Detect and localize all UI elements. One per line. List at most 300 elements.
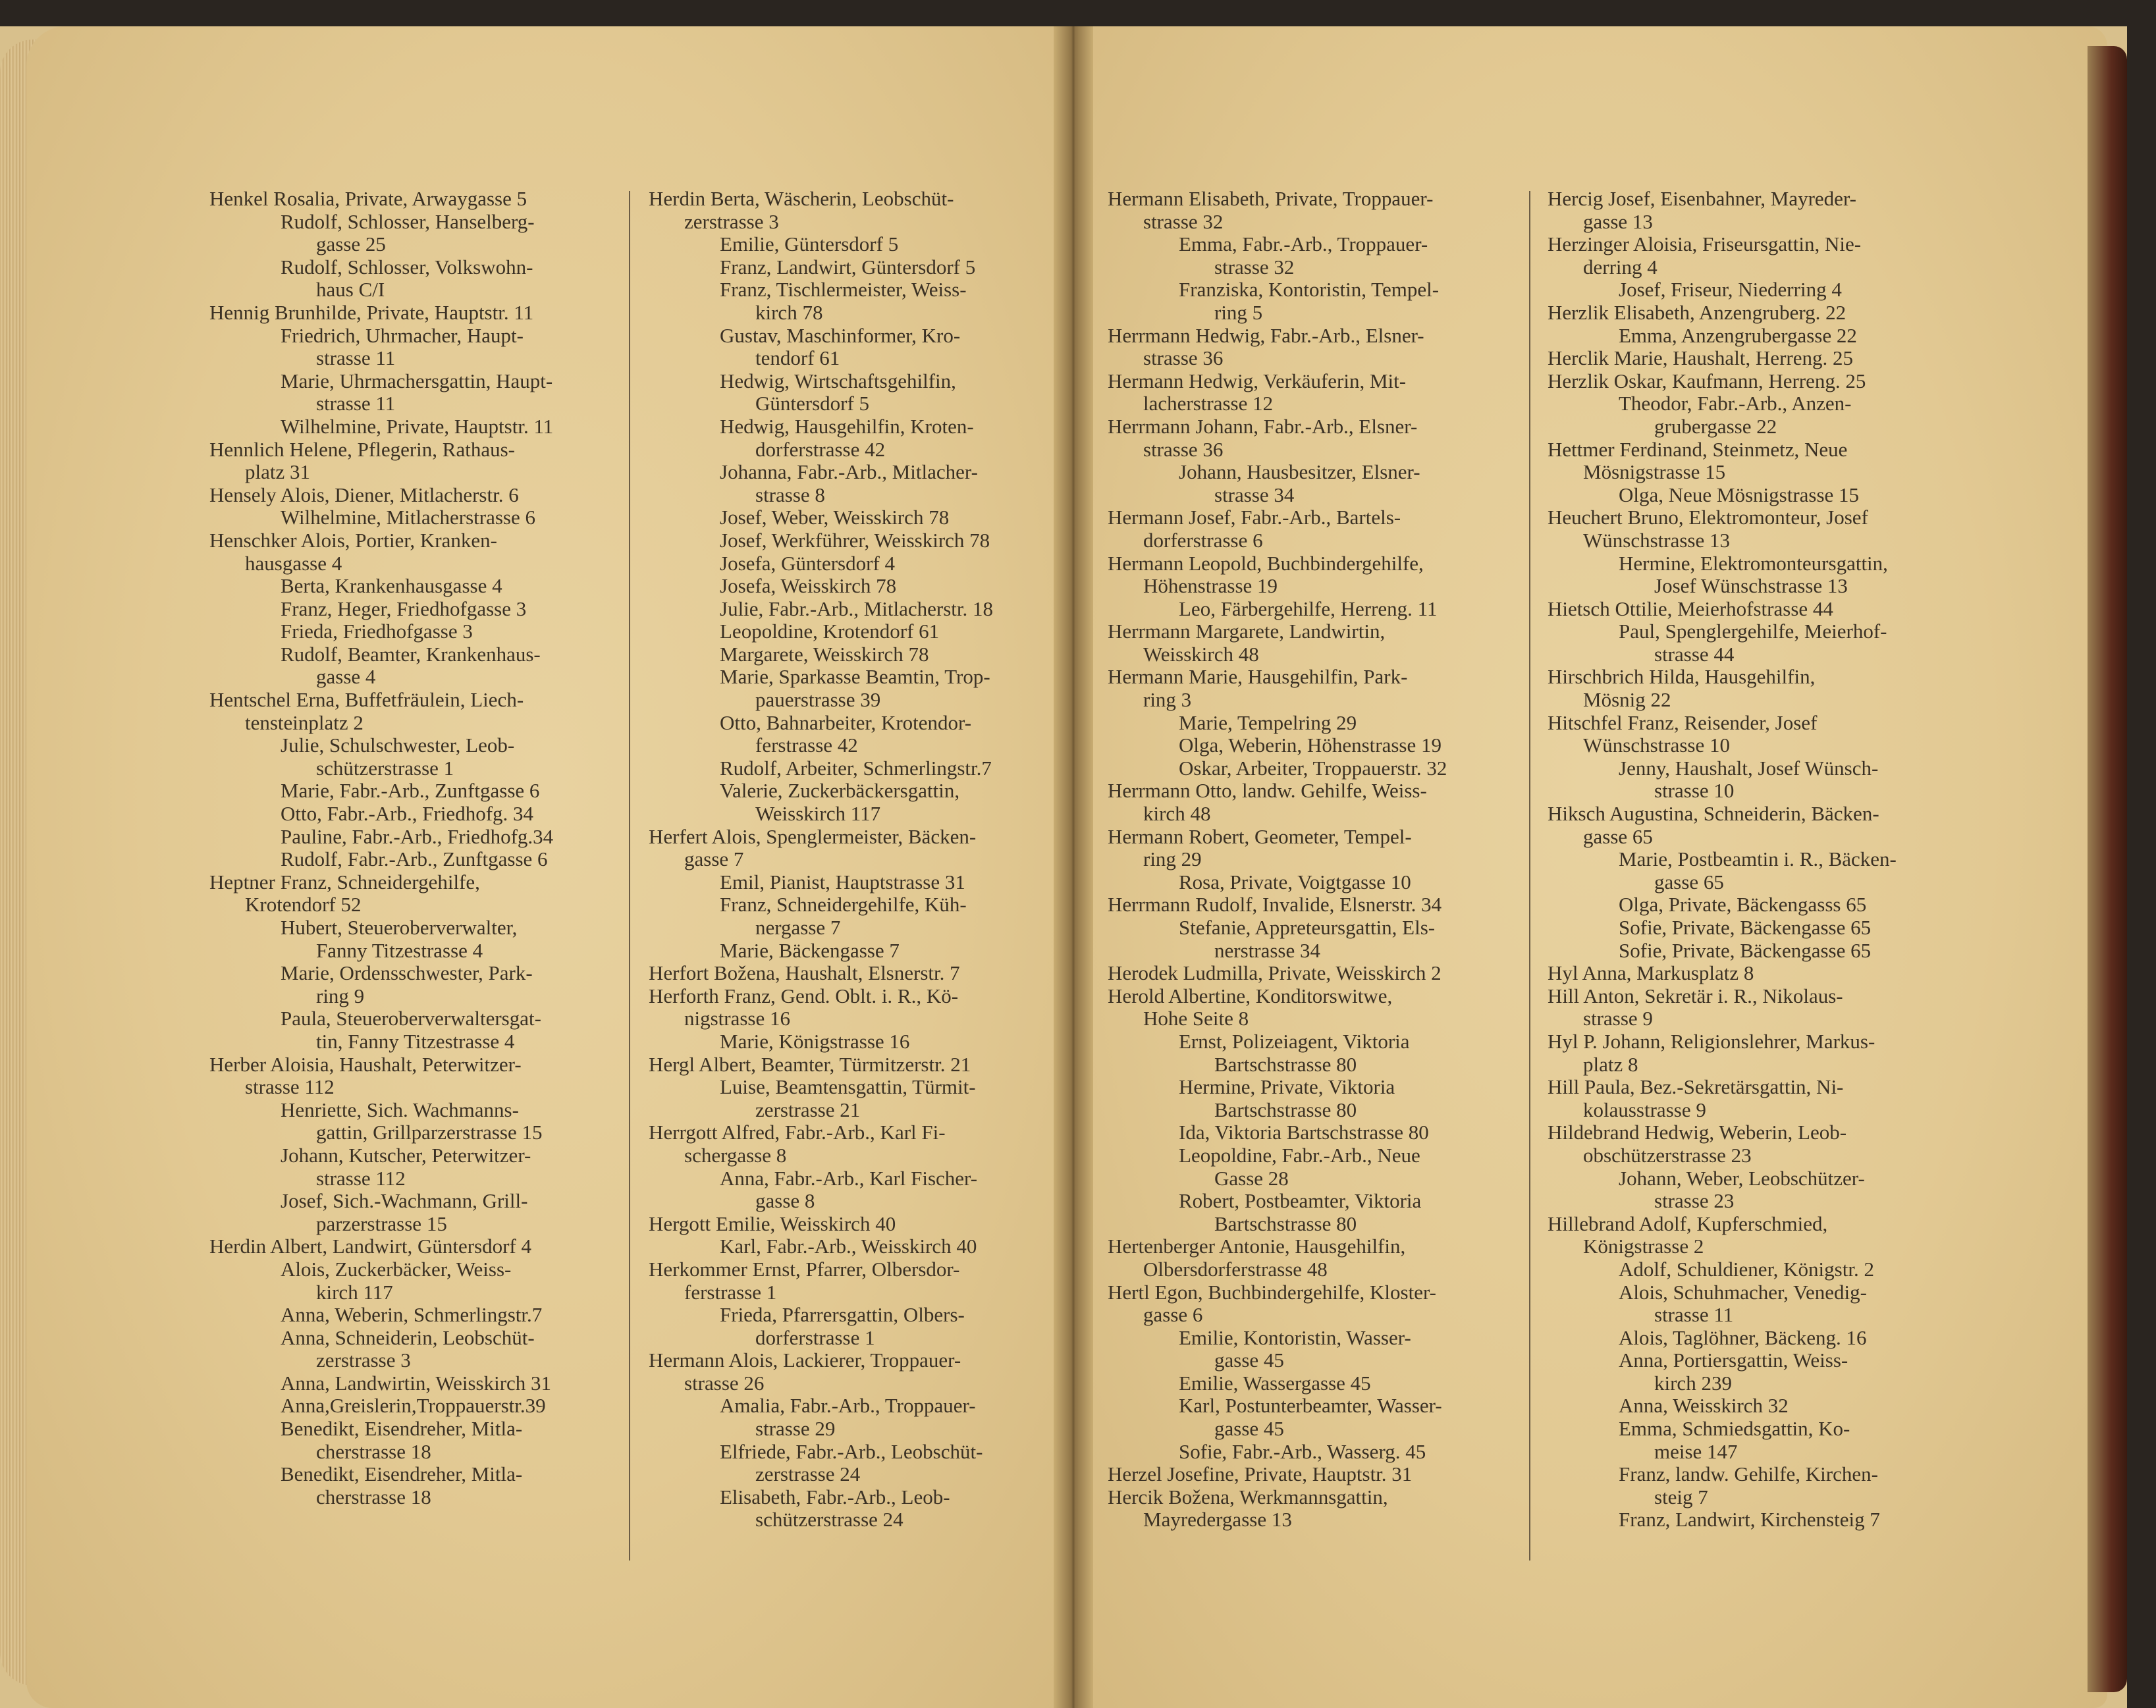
directory-entry xyxy=(1548,188,1962,233)
entry-line: Anna, Weisskirch 32 xyxy=(1619,1394,1789,1418)
directory-subentry xyxy=(209,620,624,643)
entry-line: Hermine, Private, Viktoria xyxy=(1179,1075,1395,1099)
directory-entry xyxy=(1548,347,1962,370)
directory-subentry xyxy=(649,1030,1064,1054)
entry-line: Jenny, Haushalt, Josef Wünsch- xyxy=(1619,756,1879,780)
entry-line: Theodor, Fabr.-Arb., Anzen- xyxy=(1619,392,1852,415)
entry-line: Güntersdorf 5 xyxy=(755,392,870,415)
entry-line: haus C/I xyxy=(316,278,385,302)
entry-line: Höhenstrasse 19 xyxy=(1143,574,1278,598)
directory-entry xyxy=(1548,302,1962,325)
entry-line: Anna, Landwirtin, Weisskirch 31 xyxy=(281,1371,552,1395)
directory-entry xyxy=(209,188,624,211)
directory-subentry xyxy=(649,1395,1064,1440)
directory-entry xyxy=(209,439,624,484)
entry-line: gasse 13 xyxy=(1583,209,1653,233)
directory-entry xyxy=(1548,666,1962,711)
directory-entry xyxy=(1548,1121,1962,1167)
entry-line: Sofie, Fabr.-Arb., Wasserg. 45 xyxy=(1179,1439,1426,1463)
entry-line: Wilhelmine, Private, Hauptstr. 11 xyxy=(281,414,554,438)
directory-subentry xyxy=(209,1395,624,1418)
entry-line: Herzlik Oskar, Kaufmann, Herreng. 25 xyxy=(1548,369,1866,392)
entry-line: Rosa, Private, Voigtgasse 10 xyxy=(1179,870,1411,894)
entry-line: ferstrasse 42 xyxy=(755,734,858,757)
entry-line: Hennig Brunhilde, Private, Hauptstr. 11 xyxy=(209,300,534,324)
directory-subentry xyxy=(649,325,1064,370)
entry-line: Friedrich, Uhrmacher, Haupt- xyxy=(281,323,524,347)
directory-entry xyxy=(209,529,624,575)
entry-line: Weisskirch 117 xyxy=(755,802,881,826)
entry-line: Alois, Zuckerbäcker, Weiss- xyxy=(281,1257,512,1281)
directory-subentry xyxy=(649,940,1064,963)
entry-line: cherstrasse 18 xyxy=(316,1439,431,1463)
entry-line: Josef, Weber, Weisskirch 78 xyxy=(720,506,950,529)
entry-line: Herfert Alois, Spenglermeister, Bäcken- xyxy=(649,824,977,848)
entry-line: Anna, Fabr.-Arb., Karl Fischer- xyxy=(720,1166,978,1190)
directory-subentry xyxy=(209,1099,624,1144)
entry-line: Gustav, Maschinformer, Kro- xyxy=(720,323,961,347)
entry-line: Henschker Alois, Portier, Kranken- xyxy=(209,528,497,552)
entry-line: strasse 9 xyxy=(1583,1007,1653,1030)
entry-line: strasse 29 xyxy=(755,1417,836,1441)
directory-entry xyxy=(1108,826,1516,871)
directory-subentry xyxy=(209,1372,624,1395)
directory-subentry xyxy=(1548,1281,1962,1327)
directory-subentry xyxy=(209,370,624,415)
directory-entry xyxy=(1108,1281,1516,1327)
entry-line: Herzlik Elisabeth, Anzengruberg. 22 xyxy=(1548,300,1846,324)
entry-line: Emma, Schmiedsgattin, Ko- xyxy=(1619,1417,1850,1441)
entry-line: tin, Fanny Titzestrasse 4 xyxy=(316,1029,515,1053)
entry-line: kolausstrasse 9 xyxy=(1583,1098,1706,1121)
directory-subentry xyxy=(1548,1327,1962,1350)
entry-line: Josef, Sich.-Wachmann, Grill- xyxy=(281,1189,528,1213)
entry-line: zerstrasse 21 xyxy=(755,1098,861,1121)
entry-line: strasse 32 xyxy=(1143,209,1224,233)
entry-line: strasse 11 xyxy=(316,346,396,370)
directory-column-1 xyxy=(209,188,624,1508)
directory-subentry xyxy=(1548,620,1962,666)
entry-line: Otto, Fabr.-Arb., Friedhofg. 34 xyxy=(281,802,534,826)
entry-line: kirch 117 xyxy=(316,1280,393,1304)
entry-line: Stefanie, Appreteursgattin, Els- xyxy=(1179,916,1436,939)
directory-subentry xyxy=(209,962,624,1007)
directory-entry xyxy=(649,188,1064,233)
directory-subentry xyxy=(1108,1030,1516,1076)
directory-subentry xyxy=(209,734,624,780)
directory-subentry xyxy=(1548,1418,1962,1463)
directory-subentry xyxy=(1108,1121,1516,1144)
directory-subentry xyxy=(649,871,1064,894)
directory-subentry xyxy=(1108,1395,1516,1440)
entry-line: Julie, Fabr.-Arb., Mitlacherstr. 18 xyxy=(720,597,993,620)
directory-subentry xyxy=(1108,1144,1516,1190)
entry-line: Rudolf, Fabr.-Arb., Zunftgasse 6 xyxy=(281,847,548,871)
directory-subentry xyxy=(209,826,624,849)
entry-line: Hermann Josef, Fabr.-Arb., Bartels- xyxy=(1108,506,1401,529)
directory-subentry xyxy=(1548,325,1962,348)
directory-entry xyxy=(1548,439,1962,484)
entry-line: Franz, landw. Gehilfe, Kirchen- xyxy=(1619,1462,1878,1486)
entry-line: Berta, Krankenhausgasse 4 xyxy=(281,574,502,598)
entry-line: strasse 112 xyxy=(245,1075,335,1099)
entry-line: dorferstrasse 6 xyxy=(1143,528,1263,552)
directory-entry xyxy=(1548,233,1962,279)
entry-line: grubergasse 22 xyxy=(1654,414,1777,438)
entry-line: nigstrasse 16 xyxy=(684,1007,791,1030)
entry-line: Franz, Tischlermeister, Weiss- xyxy=(720,278,967,302)
entry-line: Marie, Postbeamtin i. R., Bäcken- xyxy=(1619,847,1897,871)
entry-line: Heuchert Bruno, Elektromonteur, Josef xyxy=(1548,506,1868,529)
entry-line: Anna,Greislerin,Troppauerstr.39 xyxy=(281,1394,546,1418)
directory-entry xyxy=(209,1054,624,1099)
entry-line: Hiksch Augustina, Schneiderin, Bäcken- xyxy=(1548,802,1879,826)
directory-subentry xyxy=(1548,279,1962,302)
entry-line: Otto, Bahnarbeiter, Krotendor- xyxy=(720,710,972,734)
entry-line: gasse 25 xyxy=(316,232,386,256)
entry-line: cherstrasse 18 xyxy=(316,1485,431,1508)
directory-subentry xyxy=(1108,917,1516,962)
entry-line: Franz, Schneidergehilfe, Küh- xyxy=(720,893,967,917)
entry-line: Herodek Ludmilla, Private, Weisskirch 2 xyxy=(1108,961,1442,985)
entry-line: Johann, Weber, Leobschützer- xyxy=(1619,1166,1865,1190)
entry-line: Hermann Hedwig, Verkäuferin, Mit- xyxy=(1108,369,1407,392)
directory-subentry xyxy=(649,894,1064,939)
directory-subentry xyxy=(1108,279,1516,324)
directory-entry xyxy=(1108,1463,1516,1486)
directory-entry xyxy=(1108,780,1516,825)
entry-line: Fanny Titzestrasse 4 xyxy=(316,938,483,962)
directory-subentry xyxy=(209,1258,624,1304)
entry-line: Bartschstrasse 80 xyxy=(1214,1212,1357,1235)
entry-line: Rudolf, Schlosser, Hanselberg- xyxy=(281,209,535,233)
directory-entry xyxy=(1548,985,1962,1030)
entry-line: Franz, Landwirt, Kirchensteig 7 xyxy=(1619,1508,1880,1532)
entry-line: Krotendorf 52 xyxy=(245,893,362,917)
directory-subentry xyxy=(209,211,624,256)
entry-line: Emilie, Wassergasse 45 xyxy=(1179,1371,1371,1395)
entry-line: Julie, Schulschwester, Leob- xyxy=(281,734,515,757)
directory-subentry xyxy=(209,1327,624,1372)
entry-line: Weisskirch 48 xyxy=(1143,642,1259,666)
directory-subentry xyxy=(649,1486,1064,1532)
directory-subentry xyxy=(209,1304,624,1327)
entry-line: Marie, Sparkasse Beamtin, Trop- xyxy=(720,665,990,689)
directory-entry xyxy=(1548,1030,1962,1076)
entry-line: Hermann Alois, Lackierer, Troppauer- xyxy=(649,1348,961,1372)
entry-line: Franz, Landwirt, Güntersdorf 5 xyxy=(720,255,976,279)
entry-line: Marie, Tempelring 29 xyxy=(1179,710,1357,734)
entry-line: Hirschbrich Hilda, Hausgehilfin, xyxy=(1548,665,1816,689)
entry-line: Hermann Elisabeth, Private, Troppauer- xyxy=(1108,187,1434,210)
directory-column-2 xyxy=(649,188,1064,1532)
entry-line: Paul, Spenglergehilfe, Meierhof- xyxy=(1619,620,1887,643)
directory-subentry xyxy=(1108,1190,1516,1235)
directory-subentry xyxy=(1548,1167,1962,1213)
entry-line: Sofie, Private, Bäckengasse 65 xyxy=(1619,916,1872,939)
entry-line: kirch 78 xyxy=(755,300,823,324)
entry-line: Heptner Franz, Schneidergehilfe, xyxy=(209,870,480,894)
entry-line: steig 7 xyxy=(1654,1485,1708,1508)
entry-line: Emilie, Kontoristin, Wasser- xyxy=(1179,1325,1411,1349)
entry-line: Hillebrand Adolf, Kupferschmied, xyxy=(1548,1212,1828,1235)
directory-subentry xyxy=(1108,712,1516,735)
directory-subentry xyxy=(1548,894,1962,917)
entry-line: Hercik Božena, Werkmannsgattin, xyxy=(1108,1485,1388,1508)
directory-entry xyxy=(1548,1213,1962,1258)
entry-line: gasse 6 xyxy=(1143,1303,1203,1327)
entry-line: Rudolf, Schlosser, Volkswohn- xyxy=(281,255,533,279)
directory-subentry xyxy=(649,666,1064,711)
entry-line: Hertenberger Antonie, Hausgehilfin, xyxy=(1108,1235,1406,1258)
entry-line: obschützerstrasse 23 xyxy=(1583,1143,1752,1167)
entry-line: Henkel Rosalia, Private, Arwaygasse 5 xyxy=(209,187,527,210)
entry-line: Ida, Viktoria Bartschstrasse 80 xyxy=(1179,1121,1429,1144)
entry-line: Alois, Schuhmacher, Venedig- xyxy=(1619,1280,1867,1304)
entry-line: strasse 26 xyxy=(684,1371,765,1395)
directory-subentry xyxy=(209,643,624,689)
entry-line: Frieda, Friedhofgasse 3 xyxy=(281,620,473,643)
entry-line: Herdin Berta, Wäscherin, Leobschüt- xyxy=(649,187,954,210)
directory-subentry xyxy=(1108,871,1516,894)
entry-line: Herrmann Hedwig, Fabr.-Arb., Elsner- xyxy=(1108,323,1424,347)
entry-line: Amalia, Fabr.-Arb., Troppauer- xyxy=(720,1394,976,1418)
entry-line: dorferstrasse 42 xyxy=(755,437,886,461)
entry-line: Gasse 28 xyxy=(1214,1166,1289,1190)
directory-entry xyxy=(1548,598,1962,621)
entry-line: Josefa, Weisskirch 78 xyxy=(720,574,897,598)
directory-entry xyxy=(1108,506,1516,552)
entry-line: Sofie, Private, Bäckengasse 65 xyxy=(1619,938,1872,962)
entry-line: Luise, Beamtensgattin, Türmit- xyxy=(720,1075,976,1099)
directory-subentry xyxy=(649,1441,1064,1486)
directory-subentry xyxy=(209,1007,624,1053)
directory-entry xyxy=(649,985,1064,1030)
entry-line: derring 4 xyxy=(1583,255,1657,279)
directory-subentry xyxy=(649,780,1064,825)
entry-line: Herzel Josefine, Private, Hauptstr. 31 xyxy=(1108,1462,1413,1486)
directory-column-3 xyxy=(1108,188,1516,1532)
entry-line: Hill Paula, Bez.-Sekretärsgattin, Ni- xyxy=(1548,1075,1844,1099)
directory-subentry xyxy=(1548,917,1962,940)
entry-line: Herfort Božena, Haushalt, Elsnerstr. 7 xyxy=(649,961,960,985)
directory-entry xyxy=(649,1258,1064,1304)
entry-line: Hermine, Elektromonteursgattin, xyxy=(1619,551,1888,575)
entry-line: Hermann Robert, Geometer, Tempel- xyxy=(1108,824,1412,848)
entry-line: gattin, Grillparzerstrasse 15 xyxy=(316,1121,543,1144)
entry-line: strasse 34 xyxy=(1214,483,1295,506)
entry-line: platz 8 xyxy=(1583,1052,1638,1076)
entry-line: Hergl Albert, Beamter, Türmitzerstr. 21 xyxy=(649,1052,971,1076)
entry-line: Mösnigstrasse 15 xyxy=(1583,460,1726,484)
directory-subentry xyxy=(1548,1508,1962,1532)
directory-column-4 xyxy=(1548,188,1962,1532)
entry-line: schützerstrasse 24 xyxy=(755,1508,903,1532)
entry-line: Anna, Schneiderin, Leobschüt- xyxy=(281,1325,535,1349)
directory-subentry xyxy=(649,1235,1064,1258)
entry-line: zerstrasse 24 xyxy=(755,1462,861,1486)
entry-line: platz 31 xyxy=(245,460,310,484)
directory-subentry xyxy=(649,529,1064,552)
directory-subentry xyxy=(649,712,1064,757)
directory-subentry xyxy=(1108,757,1516,780)
entry-line: Hohe Seite 8 xyxy=(1143,1007,1249,1030)
directory-subentry xyxy=(1548,1463,1962,1508)
entry-line: strasse 8 xyxy=(755,483,825,506)
directory-entry xyxy=(1548,712,1962,757)
entry-line: Josefa, Güntersdorf 4 xyxy=(720,551,896,575)
entry-line: Frieda, Pfarrersgattin, Olbers- xyxy=(720,1303,965,1327)
entry-line: Mösnig 22 xyxy=(1583,688,1671,712)
directory-subentry xyxy=(649,643,1064,666)
entry-line: Herforth Franz, Gend. Oblt. i. R., Kö- xyxy=(649,984,959,1007)
directory-entry xyxy=(1548,370,1962,393)
entry-line: ring 5 xyxy=(1214,300,1263,324)
directory-subentry xyxy=(649,598,1064,621)
directory-entry xyxy=(209,484,624,507)
directory-entry xyxy=(1108,666,1516,711)
entry-line: strasse 11 xyxy=(316,392,396,415)
entry-line: Leo, Färbergehilfe, Herreng. 11 xyxy=(1179,597,1438,620)
entry-line: Herzinger Aloisia, Friseursgattin, Nie- xyxy=(1548,232,1862,256)
directory-entry xyxy=(1108,552,1516,598)
entry-line: schützerstrasse 1 xyxy=(316,756,454,780)
entry-line: Adolf, Schuldiener, Königstr. 2 xyxy=(1619,1257,1874,1281)
entry-line: Emma, Anzengrubergasse 22 xyxy=(1619,323,1857,347)
entry-line: Franziska, Kontoristin, Tempel- xyxy=(1179,278,1440,302)
entry-line: Hensely Alois, Diener, Mitlacherstr. 6 xyxy=(209,483,519,506)
directory-subentry xyxy=(1548,848,1962,894)
directory-subentry xyxy=(209,325,624,370)
directory-entry xyxy=(1108,325,1516,370)
directory-subentry xyxy=(649,757,1064,780)
entry-line: Herkommer Ernst, Pfarrer, Olbersdor- xyxy=(649,1257,960,1281)
directory-subentry xyxy=(209,848,624,871)
entry-line: Olga, Private, Bäckengasss 65 xyxy=(1619,893,1867,917)
entry-line: Herclik Marie, Haushalt, Herreng. 25 xyxy=(1548,346,1853,370)
directory-entry xyxy=(1548,962,1962,985)
entry-line: nerstrasse 34 xyxy=(1214,938,1320,962)
entry-line: Anna, Portiersgattin, Weiss- xyxy=(1619,1348,1848,1372)
directory-entry xyxy=(209,1235,624,1258)
directory-subentry xyxy=(1548,1258,1962,1281)
directory-entry xyxy=(649,962,1064,985)
directory-subentry xyxy=(209,1144,624,1190)
entry-line: Hitschfel Franz, Reisender, Josef xyxy=(1548,710,1818,734)
entry-line: Ernst, Polizeiagent, Viktoria xyxy=(1179,1029,1410,1053)
directory-subentry xyxy=(209,575,624,598)
entry-line: Hyl P. Johann, Religionslehrer, Markus- xyxy=(1548,1029,1875,1053)
column-rule xyxy=(1529,191,1530,1561)
directory-subentry xyxy=(649,552,1064,575)
entry-line: zerstrasse 3 xyxy=(316,1348,411,1372)
directory-subentry xyxy=(649,506,1064,529)
entry-line: strasse 36 xyxy=(1143,346,1224,370)
entry-line: Hedwig, Hausgehilfin, Kroten- xyxy=(720,414,974,438)
directory-subentry xyxy=(1548,552,1962,598)
directory-entry xyxy=(1108,894,1516,917)
entry-line: Hildebrand Hedwig, Weberin, Leob- xyxy=(1548,1121,1847,1144)
directory-entry xyxy=(1108,415,1516,461)
directory-subentry xyxy=(1108,1076,1516,1121)
entry-line: Hertl Egon, Buchbindergehilfe, Kloster- xyxy=(1108,1280,1436,1304)
entry-line: Alois, Taglöhner, Bäckeng. 16 xyxy=(1619,1325,1867,1349)
entry-line: ring 29 xyxy=(1143,847,1202,871)
directory-subentry xyxy=(649,1076,1064,1121)
entry-line: Hill Anton, Sekretär i. R., Nikolaus- xyxy=(1548,984,1843,1007)
entry-line: Josef Wünschstrasse 13 xyxy=(1654,574,1848,598)
entry-line: tensteinplatz 2 xyxy=(245,710,364,734)
directory-subentry xyxy=(649,279,1064,324)
entry-line: Oskar, Arbeiter, Troppauerstr. 32 xyxy=(1179,756,1447,780)
entry-line: strasse 10 xyxy=(1654,779,1735,803)
directory-subentry xyxy=(649,415,1064,461)
entry-line: Marie, Bäckengasse 7 xyxy=(720,938,900,962)
entry-line: strasse 44 xyxy=(1654,642,1735,666)
directory-subentry xyxy=(209,1463,624,1508)
entry-line: Marie, Fabr.-Arb., Zunftgasse 6 xyxy=(281,779,540,803)
entry-line: Valerie, Zuckerbäckersgattin, xyxy=(720,779,960,803)
directory-subentry xyxy=(649,233,1064,256)
entry-line: Hyl Anna, Markusplatz 8 xyxy=(1548,961,1754,985)
entry-line: Robert, Postbeamter, Viktoria xyxy=(1179,1189,1422,1213)
entry-line: Benedikt, Eisendreher, Mitla- xyxy=(281,1417,523,1441)
entry-line: Rudolf, Arbeiter, Schmerlingstr.7 xyxy=(720,756,992,780)
entry-line: Leopoldine, Fabr.-Arb., Neue xyxy=(1179,1143,1420,1167)
directory-entry xyxy=(649,826,1064,871)
entry-line: gasse 8 xyxy=(755,1189,815,1213)
entry-line: gasse 4 xyxy=(316,665,376,689)
directory-subentry xyxy=(1548,484,1962,507)
entry-line: strasse 36 xyxy=(1143,437,1224,461)
entry-line: lacherstrasse 12 xyxy=(1143,392,1274,415)
entry-line: strasse 32 xyxy=(1214,255,1295,279)
entry-line: Anna, Weberin, Schmerlingstr.7 xyxy=(281,1303,543,1327)
entry-line: Johann, Kutscher, Peterwitzer- xyxy=(281,1143,531,1167)
directory-subentry xyxy=(649,1167,1064,1213)
directory-subentry xyxy=(209,1418,624,1463)
entry-line: Franz, Heger, Friedhofgasse 3 xyxy=(281,597,527,620)
entry-line: schergasse 8 xyxy=(684,1143,787,1167)
directory-subentry xyxy=(1548,392,1962,438)
directory-entry xyxy=(649,1054,1064,1077)
entry-line: Hettmer Ferdinand, Steinmetz, Neue xyxy=(1548,437,1848,461)
entry-line: pauerstrasse 39 xyxy=(755,688,881,712)
entry-line: kirch 239 xyxy=(1654,1371,1732,1395)
entry-line: Wilhelmine, Mitlacherstrasse 6 xyxy=(281,506,536,529)
directory-subentry xyxy=(1108,734,1516,757)
entry-line: Herrmann Rudolf, Invalide, Elsnerstr. 34 xyxy=(1108,893,1442,917)
entry-line: Pauline, Fabr.-Arb., Friedhofg.34 xyxy=(281,824,554,848)
directory-subentry xyxy=(209,917,624,962)
column-rule xyxy=(629,191,630,1561)
entry-line: Elfriede, Fabr.-Arb., Leobschüt- xyxy=(720,1439,983,1463)
directory-subentry xyxy=(649,370,1064,415)
entry-line: Wünschstrasse 13 xyxy=(1583,528,1730,552)
directory-subentry xyxy=(209,598,624,621)
directory-subentry xyxy=(209,780,624,803)
directory-entry xyxy=(1108,1235,1516,1281)
entry-line: Johann, Hausbesitzer, Elsner- xyxy=(1179,460,1420,484)
entry-line: gasse 65 xyxy=(1654,870,1724,894)
entry-line: Karl, Postunterbeamter, Wasser- xyxy=(1179,1394,1442,1418)
directory-entry xyxy=(1108,370,1516,415)
directory-subentry xyxy=(649,620,1064,643)
directory-subentry xyxy=(209,256,624,302)
directory-subentry xyxy=(209,506,624,529)
directory-entry xyxy=(209,689,624,734)
entry-line: Herold Albertine, Konditorswitwe, xyxy=(1108,984,1393,1007)
